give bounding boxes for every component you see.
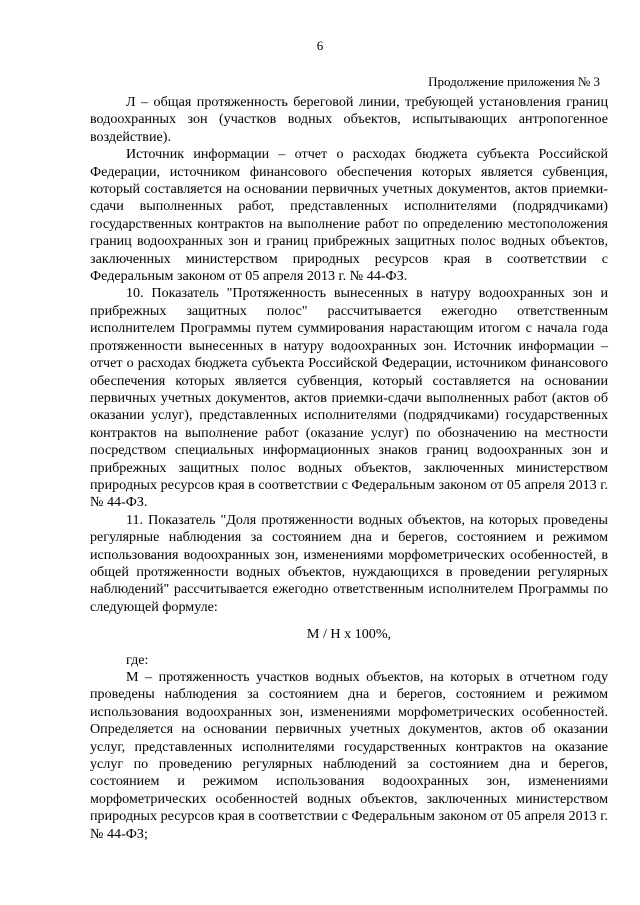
page-number: 6 bbox=[316, 38, 324, 53]
document-body bbox=[90, 94, 608, 843]
paragraph-information-source: Источник информации – отчет о расходах бюджета субъекта Российской Федерации, источником финансового обеспечения которых является субвенция, который составляется на основании первичных учетных документов, актов приемки-сдачи выполненных работ, представленных исполнителями (подрядчиками) государственных контрактов на выполнение работ по определению местоположения границ водоохранных зон и границ прибрежных защитных полос водных объектов, заключенных министерством природных ресурсов края в соответствии с Федеральным законом от 05 апреля 2013 г. № 44-ФЗ. bbox=[90, 146, 608, 285]
paragraph-m-definition: М – протяженность участков водных объектов, на которых в отчетном году проведены наблюдения за состоянием дна и берегов, состоянием и режимом использования водоохранных зон, изменениями морфометрических особенностей. Определяется на основании первичных учетных документов, актов об оказании услуг, представленных исполнителями государственных контрактов на оказание услуг по проведению регулярных наблюдений за состоянием дна и берегов, состоянием и режимом использования водоохранных зон, изменениями морфометрических особенностей водных объектов, заключенных министерством природных ресурсов края в соответствии с Федеральным законом от 05 апреля 2013 г. № 44-ФЗ; bbox=[90, 669, 608, 842]
paragraph-l-definition: Л – общая протяженность береговой линии, требующей установления границ водоохранных зон (участков водных объектов, испытывающих антропогенное воздействие). bbox=[90, 94, 608, 145]
paragraph-indicator-11: 11. Показатель "Доля протяженности водных объектов, на которых проведены регулярные наблюдения за состоянием дна и берегов, состоянием и режимом использования водоохранных зон, изменениями морфометрических особенностей, в общей протяженности водных объектов, нуждающихся в проведении регулярных наблюдений" рассчитывается ежегодно ответственным исполнителем Программы по следующей формуле: bbox=[90, 511, 608, 615]
where-label: где: bbox=[126, 651, 149, 668]
formula: М / Н х 100%, bbox=[306, 626, 392, 643]
paragraph-indicator-10: 10. Показатель "Протяженность вынесенных в натуру водоохранных зон и прибрежных защитных полос" рассчитывается ежегодно ответственным исполнителем Программы путем суммирования нарастающим итогом с начала года протяженности вынесенных в натуру водоохранных зон. Источник информации – отчет о расходах бюджета субъекта Российской Федерации, источником финансового обеспечения которых является субвенция, который составляется на основании первичных учетных документов, актов приемки-сдачи выполненных работ (актов об оказании услуг), представленных исполнителями (подрядчиками) государственных контрактов на выполнение работ (оказание услуг) по обозначению на местности посредством специальных информационных знаков границ водоохранных зон и прибрежных защитных полос водных объектов, заключенных министерством природных ресурсов края в соответствии с Федеральным законом от 05 апреля 2013 г. № 44-ФЗ. bbox=[90, 285, 608, 511]
appendix-continuation-note: Продолжение приложения № 3 bbox=[428, 74, 600, 89]
